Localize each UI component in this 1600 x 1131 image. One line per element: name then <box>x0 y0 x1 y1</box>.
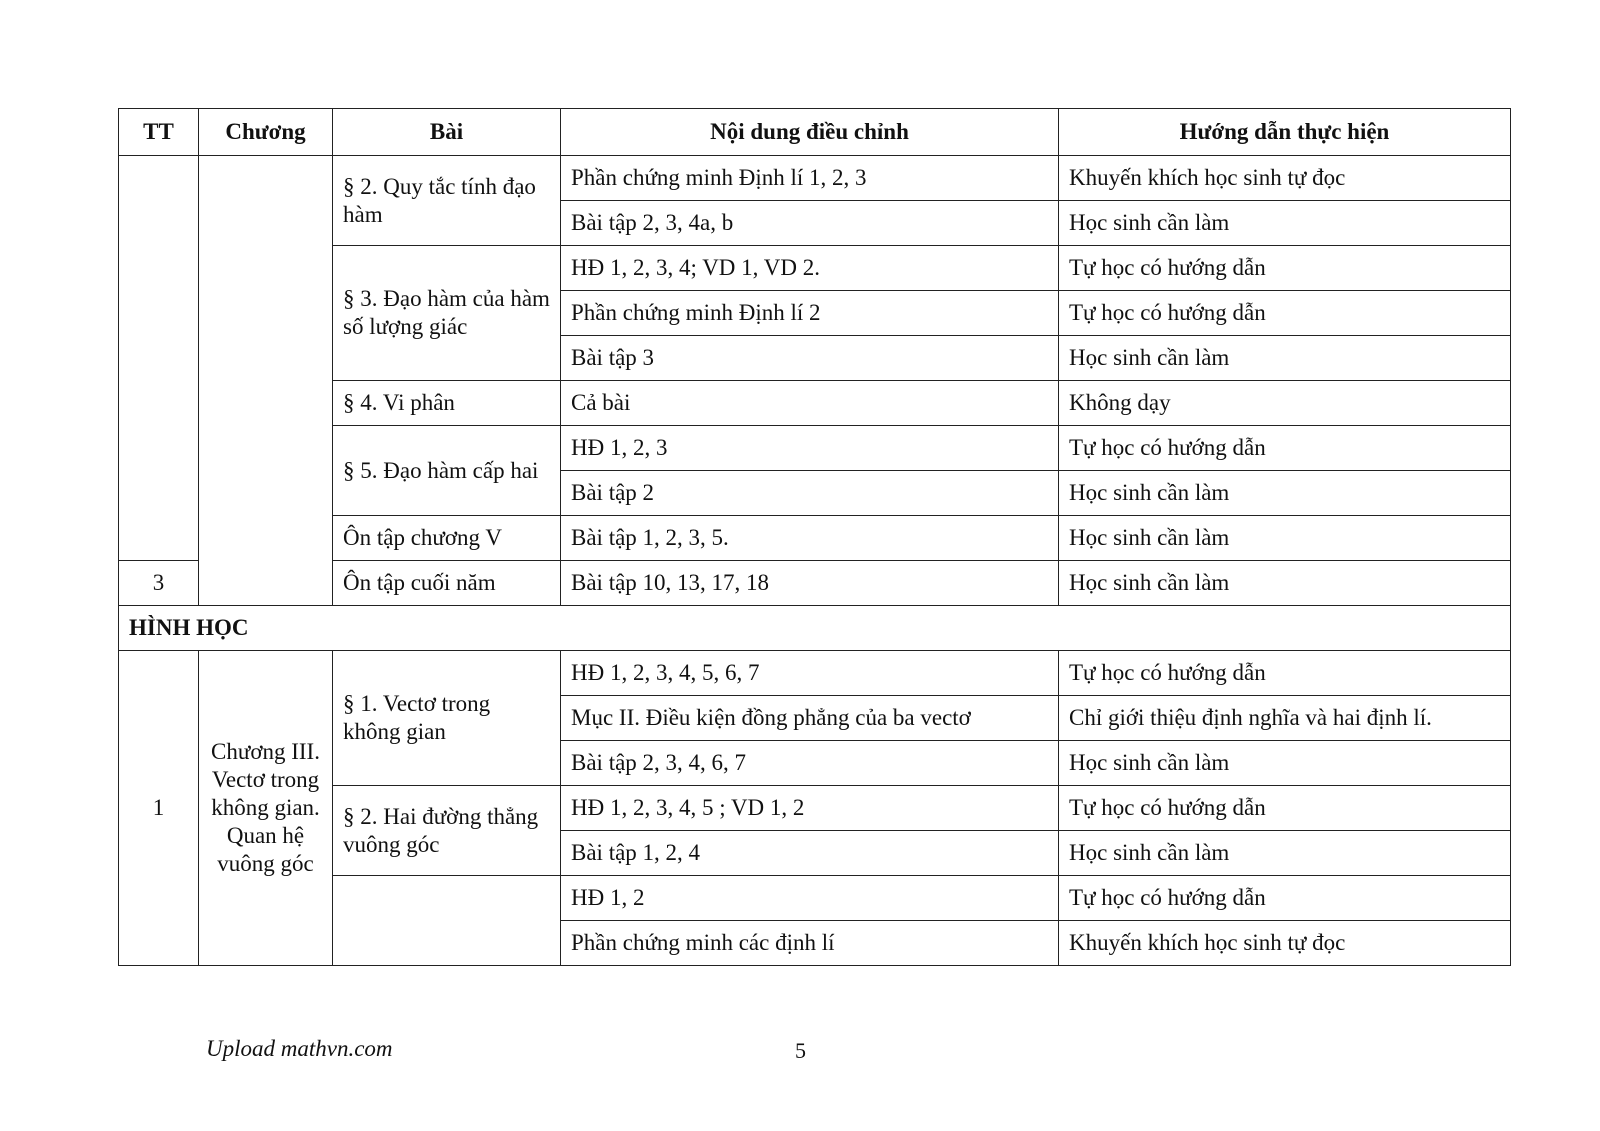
tt-cell: 3 <box>119 561 199 606</box>
header-chuong: Chương <box>199 109 333 156</box>
tt-cell: 1 <box>119 651 199 966</box>
bai-cell: § 2. Quy tắc tính đạo hàm <box>333 156 561 246</box>
huongdan-cell: Học sinh cần làm <box>1059 831 1511 876</box>
page-number: 5 <box>795 1038 806 1063</box>
huongdan-cell: Khuyến khích học sinh tự đọc <box>1059 156 1511 201</box>
section-row <box>119 606 1511 651</box>
huongdan-cell: Tự học có hướng dẫn <box>1059 291 1511 336</box>
bai-cell: Ôn tập cuối năm <box>333 561 561 606</box>
noidung-cell: Phần chứng minh các định lí <box>561 921 1059 966</box>
table-header-row <box>119 109 1511 156</box>
section-heading: HÌNH HỌC <box>119 606 1511 651</box>
bai-cell <box>333 876 561 966</box>
huongdan-cell: Chỉ giới thiệu định nghĩa và hai định lí. <box>1059 696 1511 741</box>
huongdan-cell: Học sinh cần làm <box>1059 336 1511 381</box>
bai-cell: § 2. Hai đường thẳng vuông góc <box>333 786 561 876</box>
huongdan-cell: Khuyến khích học sinh tự đọc <box>1059 921 1511 966</box>
chuong-cell <box>199 156 333 606</box>
header-huongdan: Hướng dẫn thực hiện <box>1059 109 1511 156</box>
huongdan-cell: Học sinh cần làm <box>1059 741 1511 786</box>
noidung-cell: Phần chứng minh Định lí 2 <box>561 291 1059 336</box>
bai-cell: § 5. Đạo hàm cấp hai <box>333 426 561 516</box>
footer-source: Upload mathvn.com <box>206 1036 393 1061</box>
noidung-cell: HĐ 1, 2, 3, 4, 5, 6, 7 <box>561 651 1059 696</box>
noidung-cell: Bài tập 3 <box>561 336 1059 381</box>
header-tt: TT <box>119 109 199 156</box>
bai-cell: § 1. Vectơ trong không gian <box>333 651 561 786</box>
huongdan-cell: Tự học có hướng dẫn <box>1059 426 1511 471</box>
table-row <box>119 651 1511 696</box>
huongdan-cell: Tự học có hướng dẫn <box>1059 651 1511 696</box>
noidung-cell: Bài tập 2, 3, 4, 6, 7 <box>561 741 1059 786</box>
noidung-cell: Cả bài <box>561 381 1059 426</box>
bai-cell: Ôn tập chương V <box>333 516 561 561</box>
huongdan-cell: Tự học có hướng dẫn <box>1059 876 1511 921</box>
noidung-cell: Bài tập 10, 13, 17, 18 <box>561 561 1059 606</box>
noidung-cell: Bài tập 2, 3, 4a, b <box>561 201 1059 246</box>
noidung-cell: Phần chứng minh Định lí 1, 2, 3 <box>561 156 1059 201</box>
noidung-cell: HĐ 1, 2, 3, 4, 5 ; VD 1, 2 <box>561 786 1059 831</box>
header-bai: Bài <box>333 109 561 156</box>
huongdan-cell: Tự học có hướng dẫn <box>1059 786 1511 831</box>
noidung-cell: Bài tập 1, 2, 4 <box>561 831 1059 876</box>
noidung-cell: Mục II. Điều kiện đồng phẳng của ba vectơ <box>561 696 1059 741</box>
huongdan-cell: Tự học có hướng dẫn <box>1059 246 1511 291</box>
tt-cell <box>119 156 199 561</box>
huongdan-cell: Học sinh cần làm <box>1059 561 1511 606</box>
table-row <box>119 156 1511 201</box>
noidung-cell: HĐ 1, 2 <box>561 876 1059 921</box>
bai-cell: § 3. Đạo hàm của hàm số lượng giác <box>333 246 561 381</box>
noidung-cell: Bài tập 2 <box>561 471 1059 516</box>
huongdan-cell: Học sinh cần làm <box>1059 516 1511 561</box>
header-noidung: Nội dung điều chỉnh <box>561 109 1059 156</box>
huongdan-cell: Không dạy <box>1059 381 1511 426</box>
noidung-cell: HĐ 1, 2, 3, 4; VD 1, VD 2. <box>561 246 1059 291</box>
noidung-cell: Bài tập 1, 2, 3, 5. <box>561 516 1059 561</box>
huongdan-cell: Học sinh cần làm <box>1059 201 1511 246</box>
bai-cell: § 4. Vi phân <box>333 381 561 426</box>
chuong-cell: Chương III. Vectơ trong không gian. Quan hệ vuông góc <box>199 651 333 966</box>
huongdan-cell: Học sinh cần làm <box>1059 471 1511 516</box>
noidung-cell: HĐ 1, 2, 3 <box>561 426 1059 471</box>
adjustment-table <box>118 108 1511 966</box>
